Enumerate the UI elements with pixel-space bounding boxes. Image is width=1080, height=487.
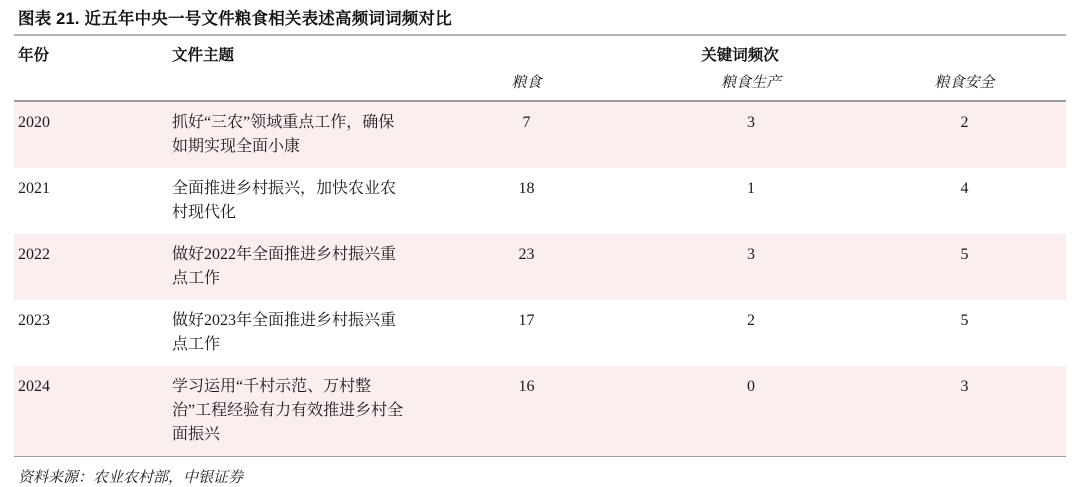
cell-grain-security: 3	[863, 366, 1066, 456]
cell-topic: 全面推进乡村振兴，加快农业农村现代化	[172, 179, 397, 221]
column-subheader-grain-production: 粮食生产	[720, 75, 781, 91]
column-header-keyword-group: 关键词频次	[701, 47, 779, 64]
cell-grain-security: 5	[960, 311, 969, 329]
column-subheader-grain: 粮食	[511, 75, 542, 91]
column-header-topic: 文件主题	[172, 47, 235, 64]
table-row	[14, 102, 1066, 168]
table-row	[14, 168, 1066, 234]
keyword-frequency-table	[14, 36, 1066, 456]
cell-grain: 16	[414, 366, 639, 456]
table-row	[14, 234, 1066, 300]
cell-grain-security: 4	[960, 179, 969, 197]
column-header-year: 年份	[18, 47, 50, 64]
table-row	[14, 366, 1066, 456]
table-header-row	[14, 36, 1066, 69]
cell-grain: 17	[518, 311, 535, 329]
cell-topic: 做好2022年全面推进乡村振兴重点工作	[164, 234, 414, 300]
column-subheader-grain-security: 粮食安全	[934, 75, 995, 91]
cell-grain-production: 3	[639, 234, 863, 300]
cell-grain-production: 3	[639, 102, 863, 168]
source-note: 资料来源：农业农村部，中银证券	[18, 470, 244, 486]
table-head	[14, 36, 1066, 102]
cell-grain-production: 0	[639, 366, 863, 456]
cell-grain: 7	[414, 102, 639, 168]
cell-grain: 23	[414, 234, 639, 300]
cell-grain-security: 5	[863, 234, 1066, 300]
cell-topic: 抓好“三农”领域重点工作，确保如期实现全面小康	[164, 102, 414, 168]
table-row	[14, 300, 1066, 366]
cell-topic: 学习运用“千村示范、万村整治”工程经验有力有效推进乡村全面振兴	[164, 366, 414, 456]
cell-topic: 做好2023年全面推进乡村振兴重点工作	[172, 311, 397, 353]
page-title: 图表 21. 近五年中央一号文件粮食相关表述高频词词频对比	[18, 10, 452, 28]
cell-grain-production: 2	[747, 311, 755, 329]
cell-grain-security: 2	[863, 102, 1066, 168]
cell-year: 2021	[18, 179, 50, 197]
cell-year: 2022	[14, 234, 164, 300]
cell-grain-production: 1	[747, 179, 755, 197]
cell-year: 2023	[18, 311, 50, 329]
cell-year: 2024	[14, 366, 164, 456]
cell-year: 2020	[14, 102, 164, 168]
table-body	[14, 102, 1066, 456]
cell-grain: 18	[518, 179, 535, 197]
